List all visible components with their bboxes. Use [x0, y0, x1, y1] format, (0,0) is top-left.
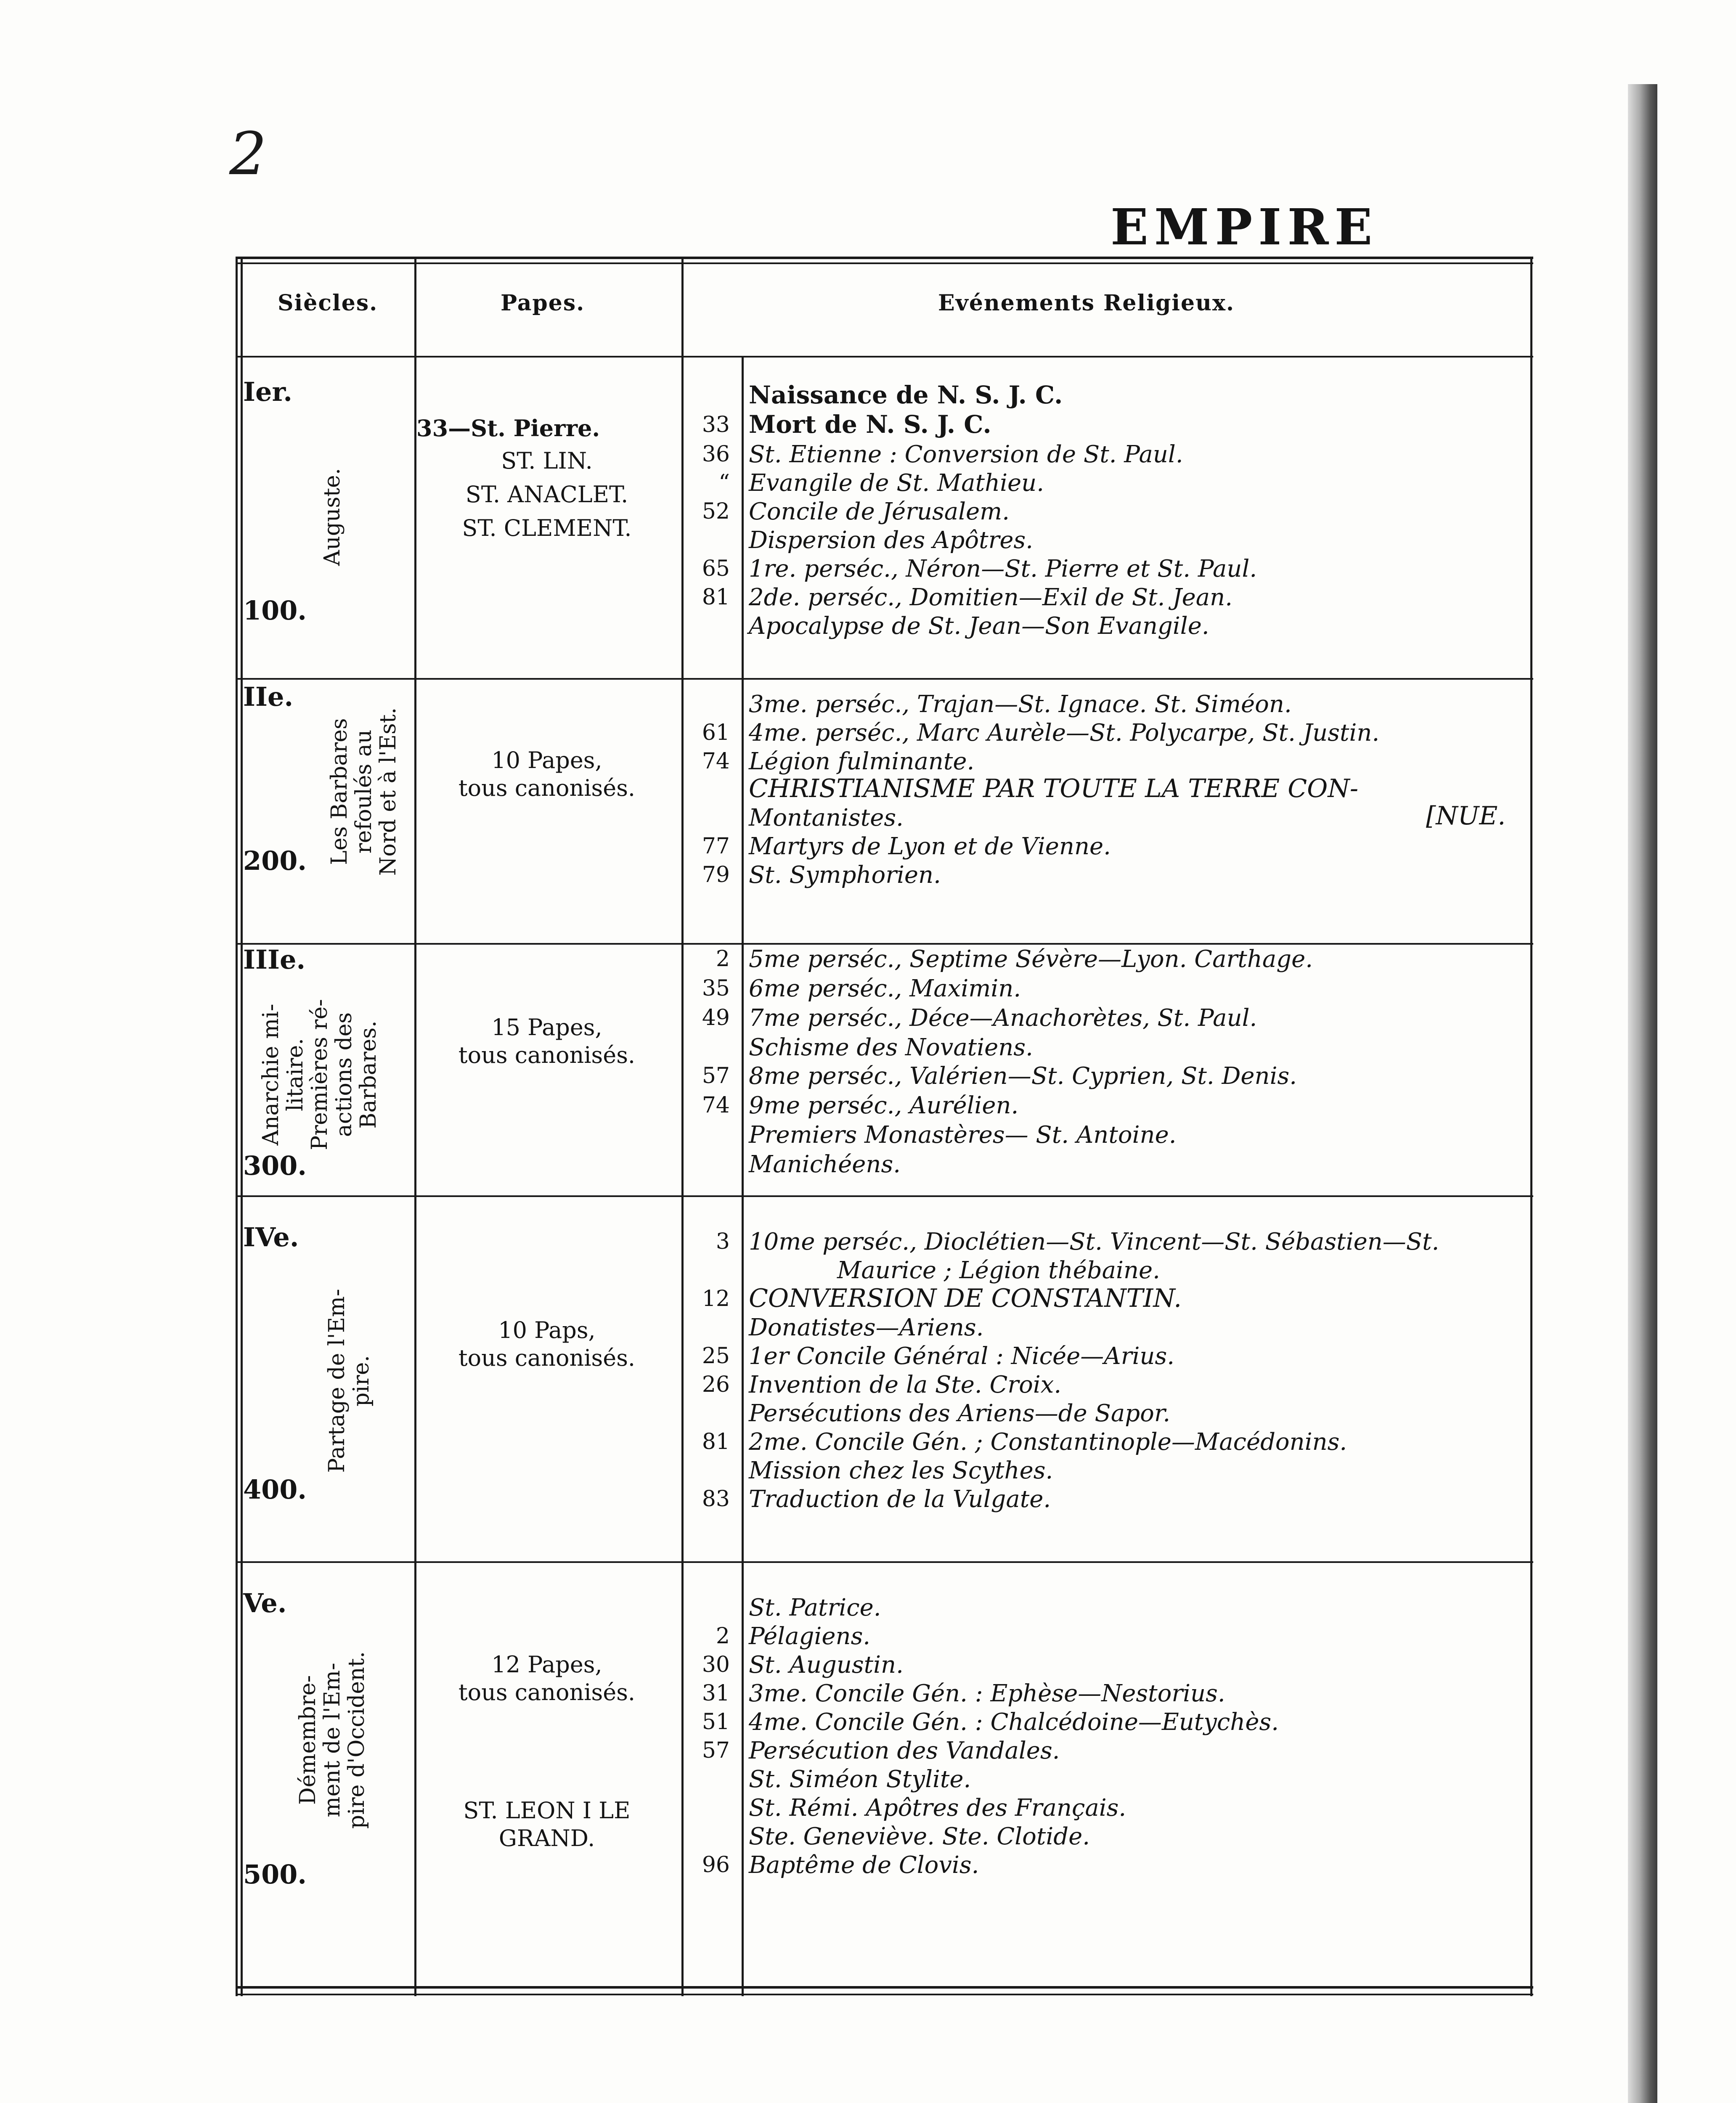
- event-text: Invention de la Ste. Croix.: [749, 1371, 1062, 1398]
- event-year: 83: [702, 1486, 730, 1512]
- event-text: 1er Concile Général : Nicée—Arius.: [749, 1343, 1174, 1370]
- page-title: EMPIRE: [1111, 198, 1378, 256]
- century-end: 500.: [243, 1859, 307, 1890]
- event-text: Baptême de Clovis.: [749, 1851, 979, 1879]
- table-top-border-inner: [236, 262, 1533, 264]
- event-text: Naissance de N. S. J. C.: [749, 381, 1063, 409]
- pope-note: tous canonisés.: [458, 1345, 636, 1371]
- section-divider-1: [236, 678, 1533, 680]
- event-text: Donatistes—Ariens.: [749, 1314, 984, 1341]
- event-year: 57: [702, 1063, 730, 1089]
- event-year: 74: [702, 749, 730, 774]
- pope-name: ST. LIN.: [501, 448, 593, 474]
- century-end: 100.: [243, 595, 307, 626]
- event-year: “: [718, 470, 730, 495]
- event-text: 9me perséc., Aurélien.: [749, 1092, 1019, 1119]
- event-text: 8me perséc., Valérien—St. Cyprien, St. Denis.: [749, 1062, 1297, 1090]
- event-text: 2me. Concile Gén. ; Constantinople—Macédonins.: [749, 1428, 1347, 1456]
- event-text: Pélagiens.: [749, 1623, 871, 1650]
- event-year: 2: [716, 946, 730, 972]
- pope-count: 10 Paps,: [498, 1317, 596, 1343]
- popes-list: [416, 1316, 677, 1372]
- event-text: Apocalypse de St. Jean—Son Evangile.: [749, 612, 1209, 640]
- century-end: 300.: [243, 1150, 307, 1181]
- event-year: 65: [702, 556, 730, 581]
- century-end: 200.: [243, 845, 307, 876]
- event-year: 49: [702, 1005, 730, 1030]
- event-text: Mort de N. S. J. C.: [749, 410, 991, 439]
- century-label: IIIe.: [243, 944, 306, 975]
- table-bottom-border: [236, 1986, 1533, 1989]
- popes-list: [416, 1014, 677, 1069]
- event-continuation: [NUE.: [1426, 801, 1506, 831]
- section-divider-3: [236, 1195, 1533, 1197]
- table-left-border-inner: [241, 257, 243, 1996]
- century-label: Ier.: [243, 376, 293, 407]
- header-papes: Papes.: [501, 290, 585, 316]
- event-year: 30: [702, 1652, 730, 1677]
- header-evenements: Evénements Religieux.: [938, 290, 1235, 316]
- header-siecles: Siècles.: [278, 290, 378, 316]
- event-text: 4me. perséc., Marc Aurèle—St. Polycarpe, St. Justin.: [749, 719, 1380, 747]
- event-text: 3me. Concile Gén. : Ephèse—Nestorius.: [749, 1680, 1225, 1707]
- table-right-border: [1530, 257, 1532, 1996]
- table-left-border: [236, 257, 238, 1996]
- event-text: St. Siméon Stylite.: [749, 1766, 971, 1793]
- event-text: 7me perséc., Déce—Anachorètes, St. Paul.: [749, 1004, 1257, 1032]
- pope-note: tous canonisés.: [458, 775, 636, 801]
- century-theme: Les Barbares refoulés au Nord et à l'Est.: [327, 707, 401, 876]
- event-year: 57: [702, 1738, 730, 1763]
- col-divider-papes: [681, 257, 684, 1996]
- event-text: 5me perséc., Septime Sévère—Lyon. Carthage.: [749, 946, 1313, 973]
- event-text: 6me perséc., Maximin.: [749, 975, 1021, 1002]
- pope-note: tous canonisés.: [458, 1679, 636, 1706]
- event-text: Manichéens.: [749, 1151, 901, 1178]
- event-text: 10me perséc., Dioclétien—St. Vincent—St. Sébastien—St.: [749, 1228, 1439, 1255]
- event-year: 52: [702, 499, 730, 524]
- event-year: 36: [702, 442, 730, 467]
- section-divider-4: [236, 1561, 1533, 1563]
- event-text: 2de. perséc., Domitien—Exil de St. Jean.: [749, 584, 1233, 611]
- page-number: 2: [229, 120, 267, 188]
- event-text: Schisme des Novatiens.: [749, 1034, 1033, 1061]
- event-text: CONVERSION DE CONSTANTIN.: [749, 1284, 1182, 1313]
- col-divider-years: [742, 356, 744, 1996]
- century-theme: Partage de l'Em- pire.: [324, 1289, 374, 1473]
- event-year: 35: [702, 976, 730, 1001]
- event-text: Légion fulminante.: [749, 748, 975, 775]
- event-year: 3: [716, 1229, 730, 1254]
- event-text: CHRISTIANISME PAR TOUTE LA TERRE CON-: [749, 774, 1359, 803]
- event-text: 4me. Concile Gén. : Chalcédoine—Eutychès.: [749, 1708, 1279, 1736]
- event-year: 61: [702, 720, 730, 745]
- table-top-border: [236, 257, 1533, 259]
- event-text: Mission chez les Scythes.: [749, 1457, 1053, 1484]
- century-theme: Auguste.: [320, 468, 345, 566]
- event-year: 51: [702, 1709, 730, 1735]
- century-end: 400.: [243, 1474, 307, 1505]
- pope-name: ST. CLEMENT.: [462, 515, 632, 541]
- event-text: St. Symphorien.: [749, 861, 941, 889]
- event-year: 26: [702, 1372, 730, 1397]
- century-theme: Démembre- ment de l'Em- pire d'Occident.: [295, 1651, 369, 1829]
- pope-name: ST. LEON I LE: [463, 1797, 631, 1824]
- event-text: Ste. Geneviève. Ste. Clotide.: [749, 1823, 1090, 1850]
- pope-name: ST. ANACLET.: [465, 481, 628, 508]
- event-text: 1re. perséc., Néron—St. Pierre et St. Paul.: [749, 555, 1257, 583]
- page-edge-shadow: [1628, 84, 1657, 2103]
- header-divider: [236, 356, 1533, 358]
- event-year: 31: [702, 1681, 730, 1706]
- event-text: Evangile de St. Mathieu.: [749, 469, 1044, 497]
- event-text: Dispersion des Apôtres.: [749, 527, 1034, 554]
- event-text: Montanistes.: [749, 804, 904, 832]
- event-year: 81: [702, 1429, 730, 1454]
- event-text: St. Augustin.: [749, 1651, 904, 1679]
- popes-list: [416, 747, 677, 802]
- event-year: 74: [702, 1093, 730, 1118]
- event-text: Premiers Monastères— St. Antoine.: [749, 1121, 1177, 1149]
- popes-list: [416, 414, 677, 543]
- event-year: 79: [702, 862, 730, 887]
- event-text: Martyrs de Lyon et de Vienne.: [749, 833, 1111, 860]
- event-text: Maurice ; Légion thébaine.: [837, 1257, 1160, 1284]
- event-year: 96: [702, 1852, 730, 1878]
- pope-count: 12 Papes,: [491, 1651, 602, 1678]
- event-text: Concile de Jérusalem.: [749, 498, 1010, 525]
- event-year: 33: [702, 412, 730, 437]
- event-text: Persécution des Vandales.: [749, 1737, 1060, 1764]
- century-label: IVe.: [243, 1222, 299, 1253]
- section-divider-2: [236, 943, 1533, 945]
- century-theme: Anarchie mi- litaire. Premières ré- actions des Barbares.: [258, 999, 381, 1150]
- event-text: Persécutions des Ariens—de Sapor.: [749, 1400, 1171, 1427]
- table-bottom-border-inner: [236, 1994, 1533, 1995]
- century-label: Ve.: [243, 1588, 287, 1618]
- event-text: St. Rémi. Apôtres des Français.: [749, 1794, 1126, 1822]
- event-year: 77: [702, 834, 730, 859]
- event-year: 2: [716, 1624, 730, 1649]
- event-text: St. Patrice.: [749, 1594, 881, 1621]
- century-label: IIe.: [243, 681, 294, 712]
- event-year: 12: [702, 1286, 730, 1311]
- pope-name: 33—St. Pierre.: [416, 415, 600, 442]
- event-year: 25: [702, 1343, 730, 1369]
- event-text: 3me. perséc., Trajan—St. Ignace. St. Siméon.: [749, 691, 1292, 718]
- pope-name: GRAND.: [498, 1825, 595, 1851]
- event-text: Traduction de la Vulgate.: [749, 1486, 1051, 1513]
- pope-count: 15 Papes,: [491, 1014, 602, 1041]
- pope-note: tous canonisés.: [458, 1042, 636, 1068]
- popes-list: [416, 1651, 677, 1852]
- event-text: St. Etienne : Conversion de St. Paul.: [749, 441, 1183, 468]
- event-year: 81: [702, 585, 730, 610]
- pope-count: 10 Papes,: [491, 747, 602, 773]
